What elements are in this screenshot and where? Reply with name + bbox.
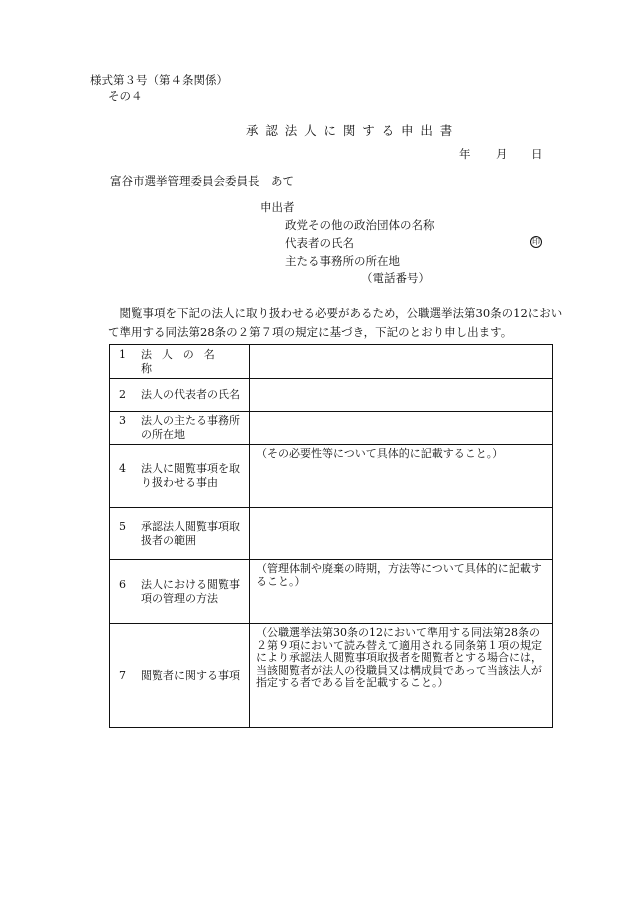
- handling-reason-field[interactable]: [250, 445, 553, 508]
- row-note: （その必要性等について具体的に記載すること。）: [256, 447, 504, 460]
- management-method-field[interactable]: [250, 560, 553, 624]
- application-table: [109, 344, 553, 728]
- row-number: 5: [119, 519, 126, 533]
- row-number: 7: [119, 668, 126, 682]
- row-number: 1: [119, 347, 126, 361]
- row-number: 4: [119, 462, 126, 475]
- form-number: 様式第３号（第４条関係）: [90, 73, 228, 87]
- viewer-matters-field[interactable]: [250, 624, 553, 728]
- seal-mark: 印: [532, 237, 540, 246]
- row-label-cell: [110, 412, 250, 445]
- document-title: 承認法人に関する申出書: [246, 123, 460, 138]
- row-label-cell: [110, 560, 250, 624]
- row-label: 法人の主たる事務所の所在地: [141, 414, 240, 441]
- date-year: 年: [459, 147, 471, 161]
- addressee: 富谷市選挙管理委員会委員長 あて: [110, 174, 294, 188]
- applicant-phone-label: （電話番号）: [361, 271, 430, 285]
- row-label: 法人に閲覧事項を取り扱わせる事由: [141, 462, 240, 489]
- row-number: 6: [119, 577, 126, 591]
- row-label-cell: [110, 379, 250, 412]
- request-paragraph: 閲覧事項を下記の法人に取り扱わせる必要があるため，公職選挙法第30条の12において準用する同法第28条の２第７項の規定に基づき，下記のとおり申し出ます。: [108, 306, 563, 339]
- row-label: 法人における閲覧事項の管理の方法: [141, 577, 240, 605]
- applicant-heading: 申出者: [260, 200, 295, 214]
- row-number: 2: [119, 388, 126, 401]
- table-row: [110, 345, 553, 379]
- table-row: [110, 508, 553, 560]
- row-label-cell: [110, 508, 250, 560]
- row-label: 承認法人閲覧事項取扱者の範囲: [141, 519, 240, 547]
- row-label: 法人の代表者の氏名: [141, 388, 240, 401]
- table-row: [110, 379, 553, 412]
- date-month: 月: [496, 147, 508, 161]
- table-row: [110, 624, 553, 728]
- corporation-name-field[interactable]: [250, 345, 553, 379]
- row-label: 法人の名称: [141, 347, 225, 375]
- representative-name-field[interactable]: [250, 379, 553, 412]
- row-note: （管理体制や廃棄の時期，方法等について具体的に記載すること。）: [256, 562, 542, 588]
- form-sub-number: その４: [108, 89, 143, 103]
- row-label-cell: [110, 624, 250, 728]
- table-row: [110, 445, 553, 508]
- table-row: [110, 412, 553, 445]
- handler-scope-field[interactable]: [250, 508, 553, 560]
- table-row: [110, 560, 553, 624]
- applicant-org-name-label: 政党その他の政治団体の名称: [285, 218, 435, 232]
- date-day: 日: [531, 147, 543, 161]
- applicant-rep-name-label: 代表者の氏名: [285, 236, 354, 250]
- office-address-field[interactable]: [250, 412, 553, 445]
- row-label-cell: [110, 345, 250, 379]
- applicant-office-label: 主たる事務所の所在地: [285, 254, 400, 268]
- row-number: 3: [119, 414, 126, 427]
- row-label-cell: [110, 445, 250, 508]
- row-label: 閲覧者に関する事項: [141, 668, 240, 682]
- row-note: （公職選挙法第30条の12において準用する同法第28条の２第９項において読み替えて適用される同条第１項の規定により承認法人閲覧事項取扱者を閲覧者とする場合には，当該閲覧者が法人の役職員又は構成員であって当該法人が指定する者である旨を記載すること。）: [256, 626, 542, 689]
